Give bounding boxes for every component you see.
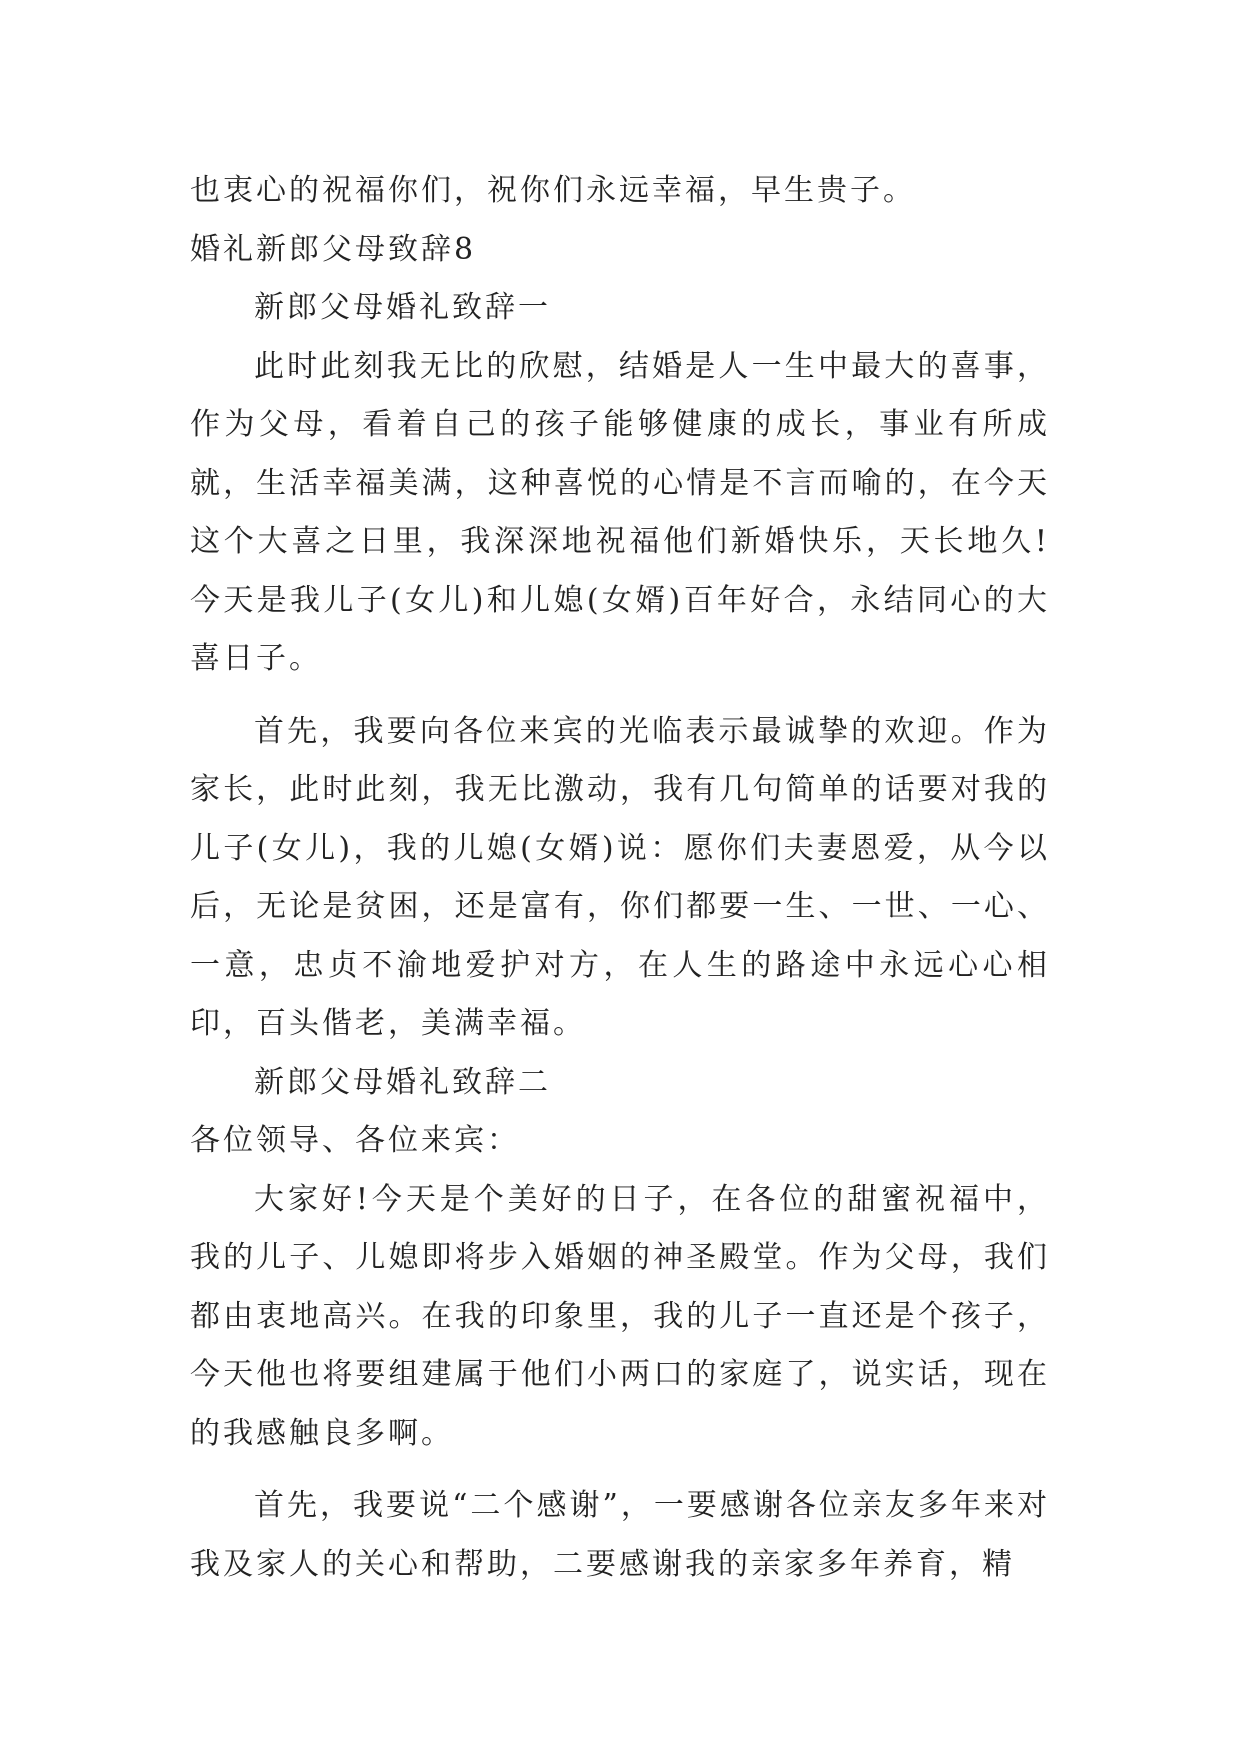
paragraph-3: 首先，我要向各位来宾的光临表示最诚挚的欢迎。作为家长，此时此刻，我无比激动，我有几句简单的话要对我的儿子(女儿)，我的儿媳(女婿)说：愿你们夫妻恩爱，从今以后，无论是贫困，还是富有，你们都要一生、一世、一心、一意，忠贞不渝地爱护对方，在人生的路途中永远心心相印，百头偕老，美满幸福。: [190, 713, 1050, 1041]
section-title: 婚礼新郎父母致辞8: [190, 231, 477, 267]
subheading-2: 新郎父母婚礼致辞二: [254, 1064, 551, 1100]
paragraph-1: 也衷心的祝福你们，祝你们永远幸福，早生贵子。: [190, 173, 916, 208]
document-body: [190, 162, 1050, 1594]
salutation: 各位领导、各位来宾：: [190, 1123, 520, 1158]
subheading-1: 新郎父母婚礼致辞一: [254, 290, 551, 325]
paragraph-4: 大家好!今天是个美好的日子，在各位的甜蜜祝福中，我的儿子、儿媳即将步入婚姻的神圣殿堂。作为父母，我们都由衷地高兴。在我的印象里，我的儿子一直还是个孩子，今天他也将要组建属于他们小两口的家庭了，说实话，现在的我感触良多啊。: [190, 1181, 1050, 1451]
paragraph-2: 此时此刻我无比的欣慰，结婚是人一生中最大的喜事，作为父母，看着自己的孩子能够健康的成长，事业有所成就，生活幸福美满，这种喜悦的心情是不言而喻的，在今天这个大喜之日里，我深深地祝福他们新婚快乐，天长地久!今天是我儿子(女儿)和儿媳(女婿)百年好合，永结同心的大喜日子。: [190, 348, 1050, 676]
paragraph-5: 首先，我要说“二个感谢”，一要感谢各位亲友多年来对我及家人的关心和帮助，二要感谢我的亲家多年养育，精: [190, 1488, 1050, 1582]
